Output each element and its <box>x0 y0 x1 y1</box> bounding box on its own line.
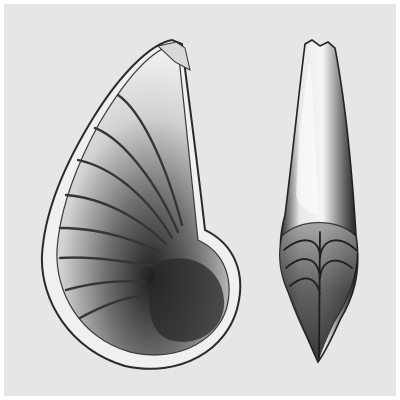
shell-side-view <box>42 40 240 369</box>
shell-edge-view <box>280 40 358 362</box>
